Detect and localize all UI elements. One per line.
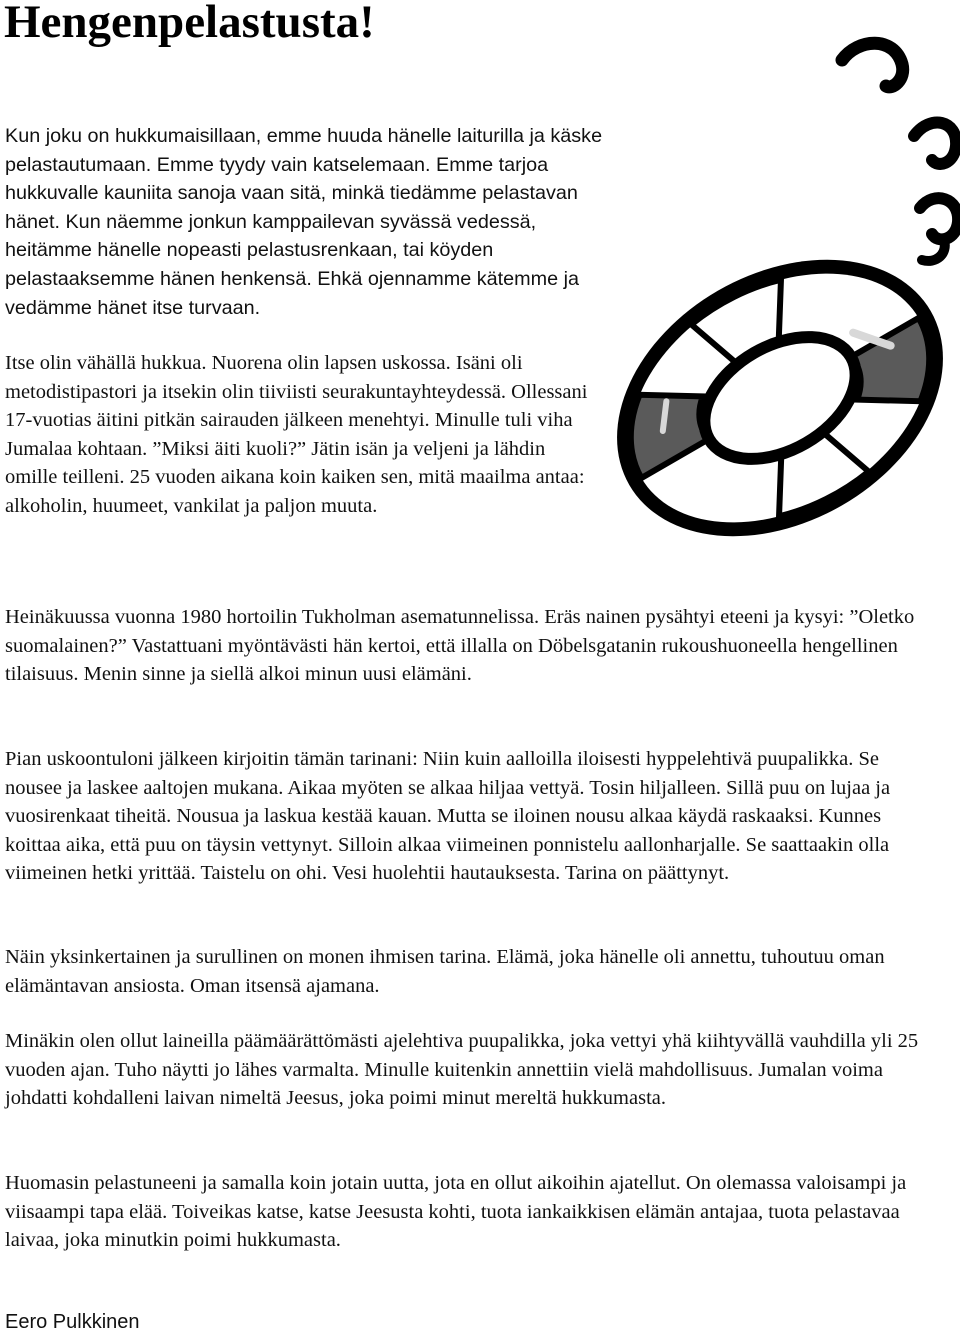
paragraph-rescue: Minäkin olen ollut laineilla päämäärättömästi ajelehtiva puupalikka, joka vettyi yhä kiihtyvällä vauhdilla yli 25 vuoden ajan. Tuho näytti jo lähes varmalta. Minulle kuitenkin annettiin vielä mahdollisuus. Jumalan voima johdatti kohdalleni laivan nimeltä Jeesus, joka poimi minut mereltä hukkumasta.	[5, 1030, 919, 1110]
paragraph-story: Pian uskoontuloni jälkeen kirjoitin tämän tarinani: Niin kuin aalloilla iloisesti hyppelehtivä puupalikka. Se nousee ja laskee aaltojen mukana. Aikaa myöten se alkaa hiljaa vettyä. Tosin hiljalleen. Sillä puu on lujaa ja vuosirenkaat tiheitä. Nousua ja laskua kestää kauan. Mutta se iloinen nousu alkaa käydä raskaaksi. Kunnes koittaa aika, että puu on täysin vettynyt. Silloin alkaa viimeinen ponnistelu aallonharjalle. Se saattaakin olla viimeinen hetki yrittää. Taistelu on ohi. Vesi huolehtii hautauksesta. Tarina on päättynyt.	[5, 748, 891, 885]
author-signature: Eero Pulkkinen	[5, 1311, 140, 1333]
life-ring-icon	[596, 28, 960, 563]
ring-body-icon	[596, 204, 960, 563]
paragraph-conclusion: Huomasin pelastuneeni ja samalla koin jotain uutta, jota en ollut aikoihin ajatellut. On olemassa valoisampi ja viisaampi tapa elää. Toiveikas katse, katse Jeesusta kohti, tuota iankaikkisen elämän antajaa, tuota pelastavaa laivaa, joka minutkin poimi hukkumasta.	[5, 1172, 907, 1252]
paragraph-stockholm: Heinäkuussa vuonna 1980 hortoilin Tukholman asematunnelissa. Eräs nainen pysähtyi eteeni ja kysyi: ”Oletko suomalainen?” Vastattuani myöntävästi hän kertoi, että illalla on Döbelsgatanin rukoushuoneella hengellinen tilaisuus. Menin sinne ja siellä alkoi minun uusi elämäni.	[5, 606, 915, 686]
rope-icon	[842, 43, 958, 261]
paragraph-lament: Näin yksinkertainen ja surullinen on monen ihmisen tarina. Elämä, joka hänelle oli annettu, tuhoutuu oman elämäntavan ansiosta. Oman itsensä ajamana.	[5, 946, 885, 997]
paragraph-testimony: Itse olin vähällä hukkua. Nuorena olin lapsen uskossa. Isäni oli metodistipastori ja itsekin olin tiiviisti seurakuntayhteydessä. Ollessani 17-vuotias äitini pitkän sairauden jälkeen menehtyi. Minulle tuli viha Jumalaa kohtaan. ”Miksi äiti kuoli?” Jätin isän ja veljeni ja lähdin omille teilleni. 25 vuoden aikana koin kaiken sen, mitä maailma antaa: alkoholin, huumeet, vankilat ja paljon muuta.	[5, 352, 588, 517]
page-title: Hengenpelastusta!	[4, 0, 375, 48]
paragraph-intro: Kun joku on hukkumaisillaan, emme huuda hänelle laiturilla ja käske pelastautumaan. Emme tyydy vain katselemaan. Emme tarjoa hukkuvalle kauniita sanoja vaan sitä, minkä tiedämme pelastavan hänet. Kun näemme jonkun kamppailevan syvässä vedessä, heitämme hänelle nopeasti pelastusrenkaan, tai köyden pelastaaksemme hänen henkensä. Ehkä ojennamme kätemme ja vedämme hänet itse turvaan.	[5, 125, 603, 319]
